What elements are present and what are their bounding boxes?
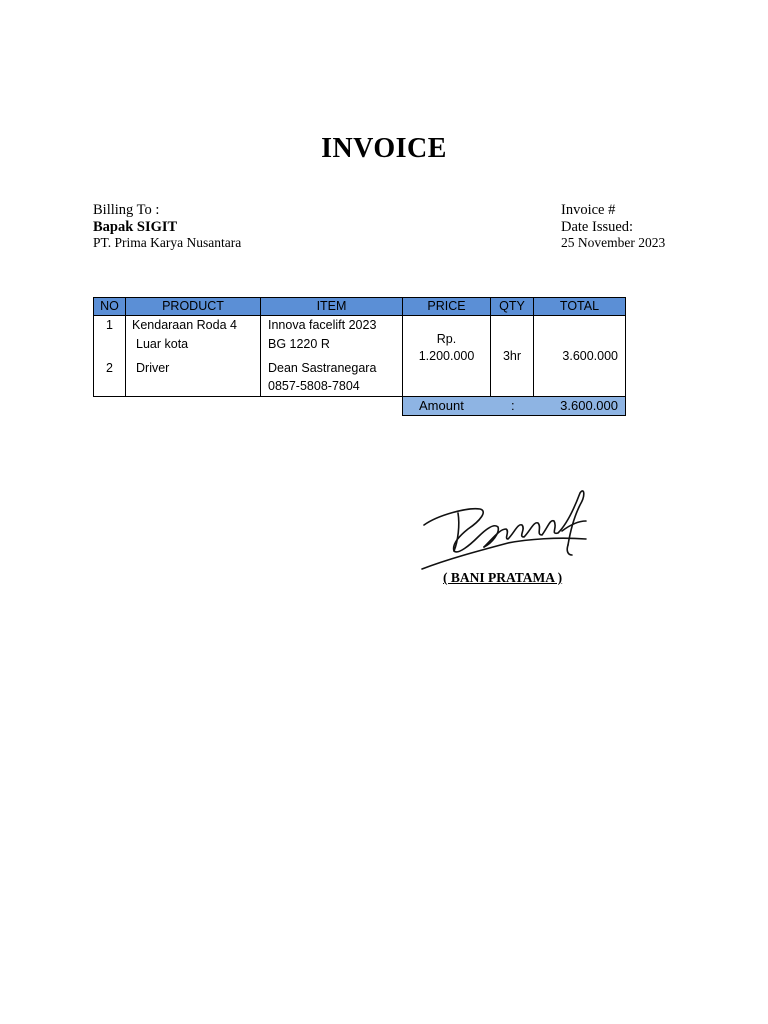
row-1-product-detail: Luar kota xyxy=(136,337,189,351)
row-2-product: Driver xyxy=(136,361,170,375)
amount-colon: : xyxy=(511,398,515,413)
header-product: PRODUCT xyxy=(125,297,261,316)
total-value: 3.600.000 xyxy=(562,349,618,363)
header-price: PRICE xyxy=(402,297,491,316)
date-issued-value: 25 November 2023 xyxy=(561,235,666,250)
invoice-title: INVOICE xyxy=(321,133,447,164)
billing-to-label: Billing To : xyxy=(93,202,160,218)
price-value: 1.200.000 xyxy=(418,349,475,363)
header-total: TOTAL xyxy=(533,297,626,316)
header-qty: QTY xyxy=(490,297,534,316)
header-item: ITEM xyxy=(260,297,403,316)
qty-value: 3hr xyxy=(502,349,522,363)
amount-value: 3.600.000 xyxy=(560,398,618,413)
row-2-no: 2 xyxy=(106,361,113,375)
signatory-name: ( BANI PRATAMA ) xyxy=(443,570,563,585)
row-1-product: Kendaraan Roda 4 xyxy=(132,318,237,332)
invoice-number-label: Invoice # xyxy=(561,202,616,218)
row-1-item-detail: BG 1220 R xyxy=(268,337,330,351)
row-1-no: 1 xyxy=(106,318,113,332)
price-currency: Rp. xyxy=(436,332,457,346)
billing-company: PT. Prima Karya Nusantara xyxy=(93,235,242,250)
row-1-item: Innova facelift 2023 xyxy=(268,318,377,332)
header-no: NO xyxy=(93,297,126,316)
billing-name: Bapak SIGIT xyxy=(93,219,178,235)
row-2-item: Dean Sastranegara xyxy=(268,361,377,375)
signature-image xyxy=(418,485,598,575)
date-issued-label: Date Issued: xyxy=(561,219,634,235)
amount-label: Amount xyxy=(419,398,464,413)
row-2-item-detail: 0857-5808-7804 xyxy=(268,379,360,393)
